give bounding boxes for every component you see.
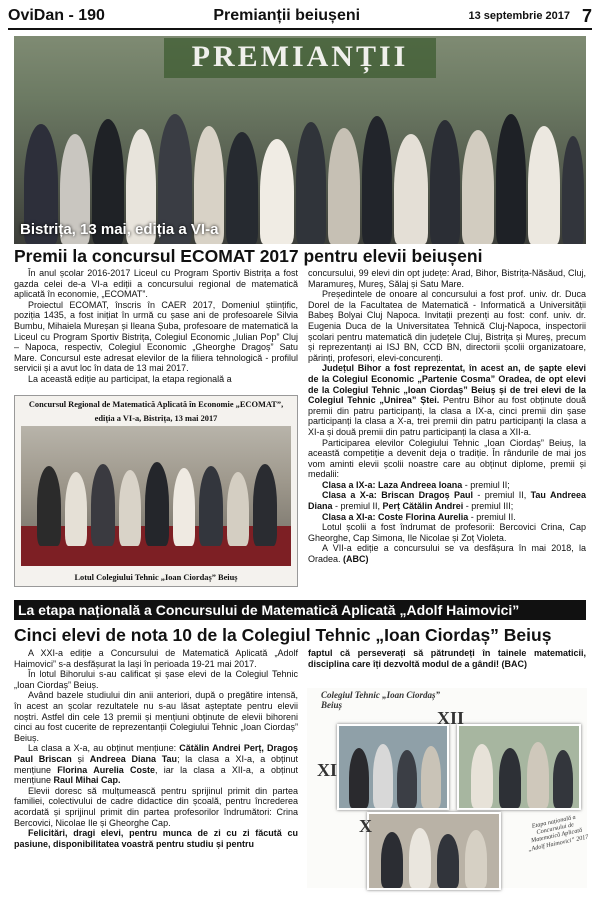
article2-title: Cinci elevi de nota 10 de la Colegiul Tehnic „Ioan Ciordaș” Beiuș (14, 625, 552, 645)
participation-paragraph: Participarea elevilor Colegiului Tehnic „Ioan Ciordaș” Beiuș, la această competiție a devenit deja o tradiție. În rândurile de mai jos vom aminti elevii școlii noastre care au obținut diplome, premii și medalii: (308, 437, 586, 480)
award-prize: - premiul II; (462, 479, 510, 490)
article2-paragraph: Având bazele studiului din anii anteriori, după o pregătire intensă, în acest an școlar rezultatele nu s-au lăsat așteptate pentru elevii noștri. Astfel din cele 13 premii și mențiuni obținute de elevii bihoreni cinci au fost cucerite de reprezentanții Colegiului Tehnic „Ioan Ciordaș” Beiuș. (14, 690, 298, 743)
class-x-label: X (359, 816, 372, 836)
bihor-bold-text: Județul Bihor a fost reprezentat, în acest an, de șapte elevi de la Colegiul Economic „Partenie Cosma” Oradea, de opt elevi de la Colegiul Tehnic „Ioan Ciordaș” Beiuș și de trei elevi de la Colegiul Tehnic „Unirea” Ștei. (308, 363, 586, 406)
article1-left-column (14, 268, 298, 385)
section-banner: La etapa națională a Concursului de Matematică Aplicată „Adolf Haimovici” (14, 600, 586, 620)
class-xii-photo (457, 724, 581, 810)
class-x-photo (367, 812, 501, 890)
article1-title: Premii la concursul ECOMAT 2017 pentru elevii beiușeni (14, 246, 483, 266)
results-names: Andreea Diana Tau (89, 753, 178, 764)
results-text: ; la clasa a XI-a, a obținut mențiune (14, 753, 299, 775)
bihor-paragraph (308, 363, 586, 437)
photo-caption-team: Lotul Colegiului Tehnic „Ioan Ciordaș” Beiuș (74, 573, 238, 582)
photo-caption-top: Concursul Regional de Matematică Aplicată în Economie „ECOMAT”, (28, 400, 284, 409)
haimovici-photo-collage (307, 688, 590, 888)
page-header (8, 4, 592, 30)
article1-paragraph: concursului, 99 elevi din opt județe: Arad, Bihor, Bistrița-Năsăud, Cluj, Maramureș, Mureș, Sălaj și Satu Mare. (308, 268, 586, 289)
collage-event-note: Etapa națională a Concursului de Matematică Aplicată „Adolf Haimovici” 2017 (527, 813, 590, 853)
results-names: Cătălin Andrei Perț, Dragoș Paul Briscan (14, 743, 299, 764)
collage-school-tag: Colegiul Tehnic „Ioan Ciordaș” Beiuș (321, 690, 440, 710)
award-line (308, 480, 586, 491)
award-line (308, 490, 586, 511)
closing-text: A VII-a ediție a concursului se va desfășura în mai 2018, la Oradea. (308, 543, 586, 565)
award-prize: - premiul II, (473, 490, 531, 501)
award-student: Tau Andreea Diana (308, 490, 586, 512)
class-xii-label: XII (437, 708, 465, 728)
issue-date: 13 septembrie 2017 (468, 10, 570, 22)
issue-number: OviDan - 190 (8, 7, 105, 24)
award-line (308, 512, 586, 523)
award-class-xi: Clasa a XI-a: Coste Florina Aurelia (322, 511, 469, 522)
article1-paragraph: La această ediție au participat, la etapa regională a (28, 373, 232, 384)
results-text: și (71, 753, 90, 764)
award-prize: - premiul III; (463, 501, 514, 512)
award-group-photo (14, 36, 586, 244)
photo-caption: Bistrița, 13 mai, ediția a VI-a (20, 221, 219, 238)
award-class-ix: Clasa a IX-a: Laza Andreea Ioana (322, 479, 463, 490)
award-prize: - premiul II. (468, 511, 516, 522)
results-paragraph (14, 743, 298, 785)
congrats-paragraph: Felicitări, dragi elevi, pentru munca de zi cu zi făcută cu pasiune, disponibilitatea voastră pentru studiu și pentru (14, 828, 298, 849)
article2-continuation: faptul că perseverați să pătrundeți în tainele matematicii, disciplina care îți dezvoltă modul de a gândi! (BAC) (308, 648, 586, 669)
stage-banner-text: PREMIANȚII (191, 40, 409, 73)
team-photo-image (21, 426, 291, 566)
page-number: 7 (581, 5, 592, 26)
article1-paragraph: În anul școlar 2016-2017 Liceul cu Program Sportiv Bistrița a fost gazda celei de-a VI-a ediții a concursului regional de matematică aplicată în economie, „ECOMAT”. (14, 268, 298, 300)
results-text: La clasa a X-a, au obținut mențiune: (28, 743, 180, 754)
article1-right-column (308, 268, 586, 565)
author-signature: (ABC) (343, 554, 369, 565)
ecomat-team-photo (14, 395, 298, 587)
class-xi-label: XI (317, 760, 338, 780)
photo-caption-edition: ediția a VI-a, Bistrița, 13 mai 2017 (94, 414, 218, 423)
closing-paragraph (308, 543, 586, 564)
article2-right-column (308, 648, 586, 669)
article2-paragraph: A XXI-a ediție a Concursului de Matematică Aplicată „Adolf Haimovici” s-a desfășurat la Iași în perioada 19-21 mai 2017. (14, 648, 298, 669)
article2-left-column (14, 648, 298, 849)
article2-paragraph: În lotul Bihorului s-au calificat și șase elevi de la Colegiul Tehnic „Ioan Ciordaș” Beiuș. (14, 669, 298, 690)
award-prize: - premiul II, (332, 501, 383, 512)
award-class-x: Clasa a X-a: Briscan Dragoș Paul (322, 490, 474, 501)
article1-paragraph: Proiectul ECOMAT, înscris în CAER 2017, Domeniul științific, poziția 1435, a fost inițiat în urmă cu șase ani de profesoarele Silvia Bumbu, Mihaiela Mureșan și Ileana Șuba, profesoare de matematică la Liceul cu Program Sportiv Bistrița, Colegiul Economic „Iulian Pop” Cluj – Napoca, respectiv, Colegiul Economic „Gheorghe Dragoș” Satu Mare. Concursul este adresat elevilor de la filiera tehnologică - profilul servicii și a avut loc în data de 13 mai 2017. (14, 299, 298, 374)
section-title: Premianții beiușeni (213, 7, 361, 24)
results-names: Florina Aurelia Coste (57, 764, 156, 775)
bihor-text: Pentru Bihor au fost obținute două premii din patru participanți, la clasa a IX-a, cinci premii din șase participanți la clasa a X-a, trei premii din patru participanți la clasa a XI-a și două premii din patru participanți la clasa a XII-a. (308, 395, 586, 437)
article1-paragraph: Președintele de onoare al concursului a fost prof. univ. dr. Duca Dorel de la Facultatea de Matematică - Informatică a Universității Babeș Bolyai Cluj Napoca. Invitații prezenți au fost: conf. univ. dr. Eugenia Duca de la Universitatea Tehnică Cluj-Napoca, inspectorii școlari pentru matematică din județele Cluj, Bistrița și Mureș, precum și reprezentanți ai ISJ BN, CCD BN, directorii școlii organizatoare, părinți, profesori, elevi-concurenți. (308, 289, 586, 363)
results-text: , iar la clasa a XII-a, a obținut mențiune (14, 764, 298, 786)
thanks-paragraph: Elevii doresc să mulțumească pentru sprijinul primit din partea familiei, colectivului de cadre didactice din școală, pentru încrederea acordată și sprijinul primit din partea profesorilor îndrumători: Crina Bercovici, Nicolae Ile și Gheorghe Cap. (14, 785, 298, 828)
coordinators-paragraph: Lotul școlii a fost îndrumat de profesorii: Bercovici Crina, Cap Gheorghe, Cap Simona, Ile Nicolae și Zoț Violeta. (308, 522, 586, 543)
results-names: Raul Mihai Cap. (53, 775, 121, 786)
class-xi-photo (337, 724, 449, 810)
award-student: Perț Cătălin Andrei (382, 501, 464, 512)
